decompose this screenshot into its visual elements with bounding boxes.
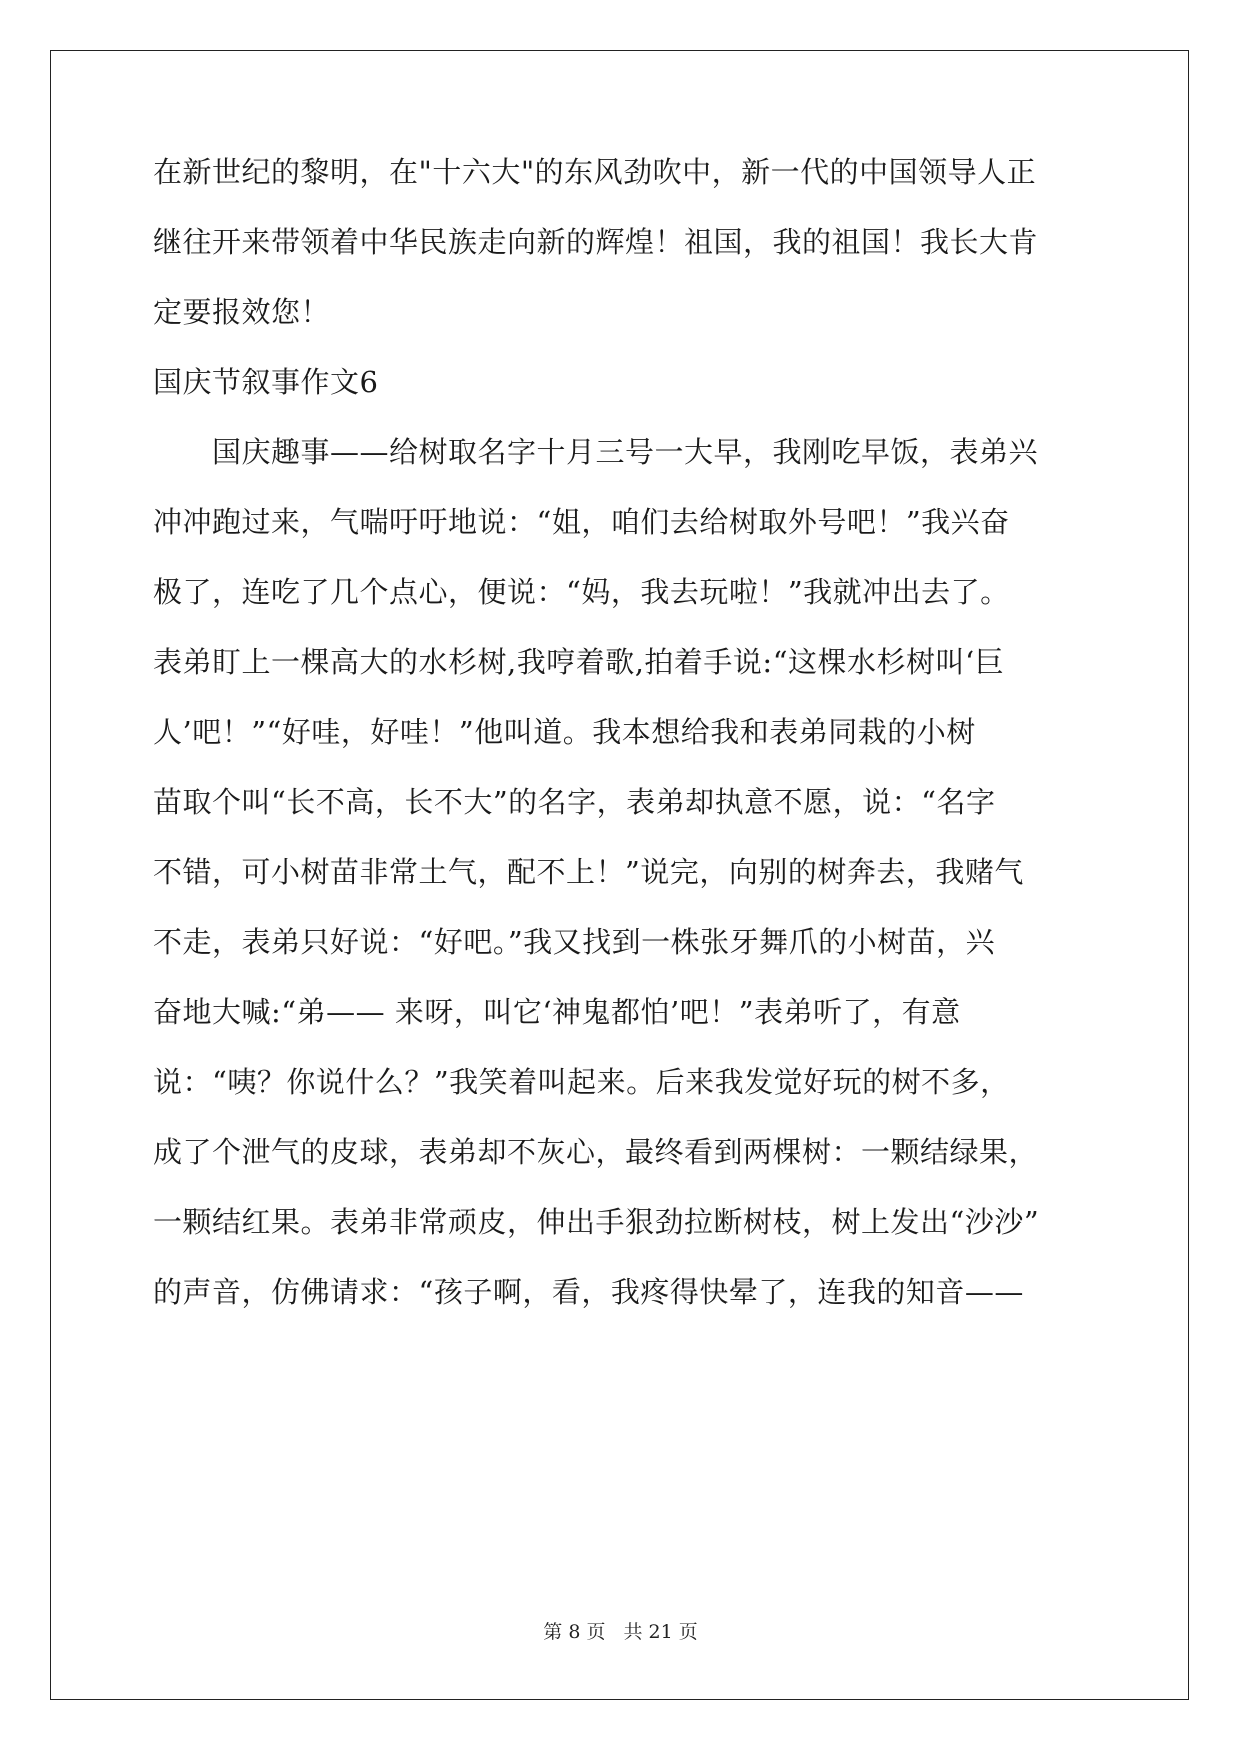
body-text-line: 定要报效您！ (153, 295, 331, 329)
body-text-line: 奋地大喊:“弟—— 来呀，叫它‘神鬼都怕’吧！”表弟听了，有意 (153, 995, 961, 1029)
body-text-line: 继往开来带领着中华民族走向新的辉煌！祖国，我的祖国！我长大肯 (153, 225, 1039, 259)
body-text-line: 说：“咦？你说什么？”我笑着叫起来。后来我发觉好玩的树不多， (153, 1065, 1010, 1099)
body-text-line: 的声音，仿佛请求：“孩子啊，看，我疼得快晕了，连我的知音—— (153, 1275, 1024, 1309)
page-number: 第 8 页 (543, 1621, 606, 1643)
section-heading: 国庆节叙事作文6 (153, 365, 379, 399)
body-text-line: 人’吧！”“好哇，好哇！”他叫道。我本想给我和表弟同栽的小树 (153, 715, 976, 749)
body-text-line: 成了个泄气的皮球，表弟却不灰心，最终看到两棵树：一颗结绿果， (153, 1135, 1039, 1169)
body-text-line: 极了，连吃了几个点心，便说：“妈，我去玩啦！”我就冲出去了。 (153, 575, 1010, 609)
body-text-line: 苗取个叫“长不高，长不大”的名字，表弟却执意不愿，说：“名字 (153, 785, 996, 819)
body-text-line: 一颗结红果。表弟非常顽皮，伸出手狠劲拉断树枝，树上发出“沙沙” (153, 1205, 1040, 1239)
page-footer (0, 1620, 1241, 1644)
page-total: 共 21 页 (623, 1621, 698, 1643)
body-text-line: 不错，可小树苗非常土气，配不上！”说完，向别的树奔去，我赌气 (153, 855, 1024, 889)
body-text-line: 冲冲跑过来，气喘吁吁地说：“姐，咱们去给树取外号吧！”我兴奋 (153, 505, 1010, 539)
body-text-line: 在新世纪的黎明，在"十六大"的东风劲吹中，新一代的中国领导人正 (153, 155, 1037, 189)
body-text-line: 不走，表弟只好说：“好吧。”我又找到一株张牙舞爪的小树苗，兴 (153, 925, 996, 959)
body-text-line: 国庆趣事——给树取名字十月三号一大早，我刚吃早饭，表弟兴 (153, 435, 1039, 469)
body-text-line: 表弟盯上一棵高大的水杉树,我哼着歌,拍着手说:“这棵水杉树叫‘巨 (153, 645, 1005, 679)
